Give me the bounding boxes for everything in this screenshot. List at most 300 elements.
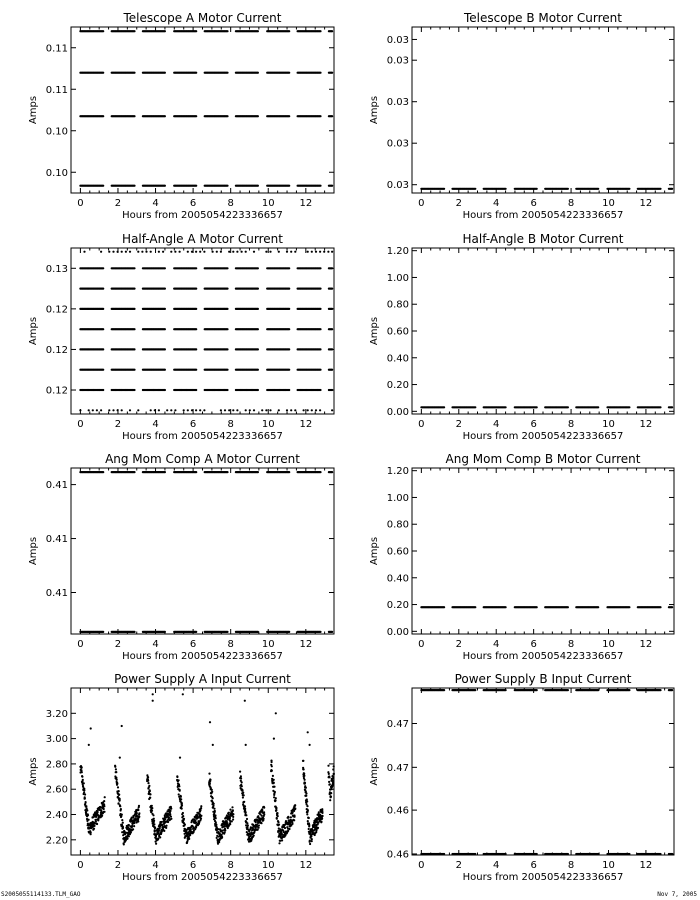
- data-point: [288, 348, 290, 350]
- x-tick-label: 0: [77, 198, 84, 209]
- data-point: [102, 328, 104, 330]
- data-point: [149, 797, 151, 799]
- x-tick-label: 2: [455, 198, 462, 209]
- x-tick-label: 4: [493, 419, 500, 430]
- data-point: [117, 786, 119, 788]
- data-point: [257, 115, 259, 117]
- data-point: [199, 409, 201, 411]
- data-point: [303, 409, 305, 411]
- data-point: [184, 823, 186, 825]
- data-point: [319, 409, 321, 411]
- data-point: [160, 821, 162, 823]
- data-point: [164, 267, 166, 269]
- data-point: [136, 812, 138, 814]
- data-points: [420, 188, 673, 190]
- data-point: [567, 606, 569, 608]
- data-point: [181, 802, 183, 804]
- data-point: [232, 251, 234, 253]
- y-tick-label: 0.10: [45, 167, 68, 179]
- x-tick-label: 2: [114, 419, 122, 430]
- y-axis-label: Amps: [369, 536, 380, 566]
- data-point: [117, 251, 119, 253]
- data-point: [208, 773, 210, 775]
- data-point: [117, 409, 119, 411]
- x-tick-label: 0: [418, 639, 425, 650]
- data-point: [319, 348, 321, 350]
- data-point: [133, 72, 135, 74]
- data-point: [226, 267, 228, 269]
- data-point: [121, 409, 123, 411]
- data-point: [278, 409, 280, 411]
- data-point: [121, 819, 123, 821]
- data-point: [286, 409, 288, 411]
- data-point: [104, 796, 106, 798]
- data-point: [162, 251, 164, 253]
- x-tick-label: 2: [114, 860, 122, 871]
- data-point: [167, 821, 169, 823]
- data-point: [169, 810, 171, 812]
- data-point: [226, 328, 228, 330]
- y-tick-label: 1.00: [386, 272, 409, 284]
- data-point: [315, 409, 317, 411]
- data-point: [290, 409, 292, 411]
- x-tick-label: 12: [639, 198, 653, 209]
- data-point: [121, 814, 123, 816]
- data-point: [84, 797, 86, 799]
- data-point: [83, 789, 85, 791]
- data-point: [182, 815, 184, 817]
- data-point: [164, 308, 166, 310]
- data-point: [195, 409, 197, 411]
- data-point: [327, 251, 329, 253]
- data-point: [133, 822, 135, 824]
- outlier-point: [88, 744, 90, 746]
- x-tick-label: 0: [77, 639, 84, 650]
- x-tick-label: 0: [418, 198, 425, 209]
- data-point: [671, 406, 673, 408]
- x-axis-label: Hours from 2005054223336657: [122, 210, 283, 221]
- data-point: [147, 776, 149, 778]
- data-point: [597, 606, 599, 608]
- outlier-point: [90, 727, 92, 729]
- data-point: [671, 606, 673, 608]
- data-point: [236, 409, 238, 411]
- data-point: [133, 30, 135, 32]
- data-point: [84, 793, 86, 795]
- x-axis-label: Hours from 2005054223336657: [122, 651, 283, 662]
- data-point: [120, 808, 122, 810]
- data-point: [257, 348, 259, 350]
- y-tick-label: 0.41: [45, 534, 68, 546]
- data-point: [102, 369, 104, 371]
- data-point: [148, 785, 150, 787]
- data-point: [659, 188, 661, 190]
- data-point: [257, 328, 259, 330]
- y-tick-label: 0.80: [386, 299, 409, 311]
- data-point: [265, 251, 267, 253]
- data-point: [195, 115, 197, 117]
- data-point: [137, 409, 139, 411]
- data-point: [200, 815, 202, 817]
- data-point: [102, 631, 104, 633]
- y-axis-label: Amps: [28, 95, 39, 125]
- x-tick-label: 4: [152, 639, 159, 650]
- data-point: [138, 805, 140, 807]
- data-point: [147, 780, 149, 782]
- x-tick-label: 12: [639, 419, 653, 430]
- y-axis-label: Amps: [28, 316, 39, 346]
- data-point: [191, 409, 193, 411]
- panel-half-angle-b-motor-current: [369, 232, 674, 442]
- data-point: [226, 471, 228, 473]
- data-point: [128, 835, 130, 837]
- data-point: [567, 406, 569, 408]
- data-point: [131, 825, 133, 827]
- data-point: [261, 409, 263, 411]
- data-point: [191, 251, 193, 253]
- data-point: [257, 185, 259, 187]
- data-point: [253, 409, 255, 411]
- x-axis-label: Hours from 2005054223336657: [462, 210, 624, 221]
- data-point: [443, 188, 445, 190]
- x-axis-label: Hours from 2005054223336657: [462, 431, 624, 442]
- x-tick-label: 10: [602, 639, 615, 650]
- y-tick-label: 0.12: [45, 344, 68, 356]
- y-axis-label: Amps: [28, 757, 39, 786]
- data-point: [114, 766, 116, 768]
- data-point: [226, 115, 228, 117]
- x-tick-label: 6: [530, 198, 537, 209]
- data-point: [288, 308, 290, 310]
- data-point: [628, 406, 630, 408]
- plot-frame: [71, 27, 334, 193]
- data-point: [133, 288, 135, 290]
- data-point: [83, 791, 85, 793]
- data-point: [164, 369, 166, 371]
- data-point: [133, 631, 135, 633]
- chart-title: Ang Mom Comp A Motor Current: [105, 452, 300, 466]
- data-point: [195, 30, 197, 32]
- data-point: [536, 606, 538, 608]
- data-point: [130, 831, 132, 833]
- data-point: [164, 115, 166, 117]
- data-point: [115, 768, 117, 770]
- data-point: [226, 369, 228, 371]
- data-point: [288, 328, 290, 330]
- data-point: [288, 471, 290, 473]
- data-point: [155, 843, 157, 845]
- outlier-point: [179, 757, 181, 759]
- data-point: [182, 812, 184, 814]
- data-point: [331, 185, 333, 187]
- data-point: [83, 782, 85, 784]
- plot-frame: [412, 27, 674, 193]
- data-point: [90, 831, 92, 833]
- data-point: [659, 606, 661, 608]
- data-points: [420, 406, 673, 408]
- y-tick-label: 2.60: [45, 784, 68, 796]
- data-point: [278, 251, 280, 253]
- data-point: [181, 808, 183, 810]
- data-point: [228, 409, 230, 411]
- y-tick-label: 0.80: [386, 519, 409, 531]
- data-point: [164, 818, 166, 820]
- y-axis-label: Amps: [369, 316, 380, 346]
- data-point: [331, 389, 333, 391]
- data-point: [288, 267, 290, 269]
- data-point: [174, 409, 176, 411]
- x-tick-label: 0: [77, 860, 84, 871]
- data-point: [195, 369, 197, 371]
- data-point: [169, 813, 171, 815]
- data-point: [628, 188, 630, 190]
- y-tick-label: 0.41: [45, 480, 68, 492]
- x-tick-label: 12: [299, 419, 313, 430]
- data-point: [257, 288, 259, 290]
- data-point: [226, 185, 228, 187]
- data-point: [158, 829, 160, 831]
- data-point: [92, 409, 94, 411]
- data-point: [158, 251, 160, 253]
- data-point: [81, 771, 83, 773]
- data-point: [195, 348, 197, 350]
- data-point: [121, 251, 123, 253]
- data-point: [102, 348, 104, 350]
- data-point: [103, 805, 105, 807]
- data-point: [253, 251, 255, 253]
- y-tick-label: 0.40: [386, 573, 409, 585]
- y-tick-label: 0.11: [45, 84, 68, 96]
- data-point: [159, 836, 161, 838]
- y-tick-label: 0.12: [45, 304, 68, 316]
- data-point: [307, 251, 309, 253]
- data-point: [474, 406, 476, 408]
- data-point: [597, 406, 599, 408]
- chart-title: Half-Angle B Motor Current: [462, 232, 624, 246]
- data-point: [168, 816, 170, 818]
- data-point: [319, 631, 321, 633]
- y-tick-label: 0.00: [386, 406, 409, 418]
- data-point: [102, 389, 104, 391]
- data-point: [133, 389, 135, 391]
- x-tick-label: 2: [455, 419, 462, 430]
- data-point: [149, 793, 151, 795]
- data-point: [536, 188, 538, 190]
- data-point: [331, 251, 333, 253]
- data-point: [108, 251, 110, 253]
- data-point: [126, 838, 128, 840]
- data-point: [319, 72, 321, 74]
- data-point: [153, 818, 155, 820]
- data-point: [125, 251, 127, 253]
- y-tick-label: 0.60: [386, 546, 409, 558]
- data-point: [133, 308, 135, 310]
- y-tick-label: 1.20: [386, 466, 409, 478]
- data-point: [163, 830, 165, 832]
- outlier-point: [119, 757, 121, 759]
- data-point: [331, 348, 333, 350]
- data-point: [103, 811, 105, 813]
- data-point: [119, 798, 121, 800]
- data-point: [226, 30, 228, 32]
- data-point: [100, 409, 102, 411]
- y-tick-label: 0.03: [386, 97, 409, 109]
- y-tick-label: 2.20: [45, 835, 68, 847]
- data-point: [118, 790, 120, 792]
- x-tick-label: 2: [114, 639, 122, 650]
- data-point: [137, 820, 139, 822]
- data-point: [123, 843, 125, 845]
- plot-frame: [71, 248, 334, 414]
- data-point: [220, 409, 222, 411]
- data-point: [95, 816, 97, 818]
- data-point: [133, 115, 135, 117]
- data-point: [209, 779, 211, 781]
- data-point: [122, 822, 124, 824]
- data-point: [179, 251, 181, 253]
- data-point: [331, 267, 333, 269]
- data-point: [180, 798, 182, 800]
- data-point: [132, 828, 134, 830]
- data-point: [236, 251, 238, 253]
- y-tick-label: 2.40: [45, 810, 68, 822]
- y-tick-label: 0.00: [386, 626, 409, 638]
- data-point: [115, 771, 117, 773]
- data-point: [319, 115, 321, 117]
- panel-half-angle-a-motor-current: [28, 232, 334, 442]
- data-point: [257, 369, 259, 371]
- data-point: [170, 409, 172, 411]
- data-points: [79, 251, 333, 412]
- x-tick-label: 6: [189, 198, 197, 209]
- data-point: [108, 409, 110, 411]
- x-axis-label: Hours from 2005054223336657: [122, 431, 283, 442]
- y-tick-label: 0.60: [386, 326, 409, 338]
- x-tick-label: 4: [152, 860, 159, 871]
- data-point: [95, 820, 97, 822]
- x-tick-label: 8: [567, 198, 575, 209]
- data-point: [315, 251, 317, 253]
- data-point: [154, 826, 156, 828]
- data-point: [151, 807, 153, 809]
- data-point: [226, 389, 228, 391]
- data-point: [319, 30, 321, 32]
- data-point: [133, 348, 135, 350]
- data-point: [88, 409, 90, 411]
- data-point: [165, 825, 167, 827]
- data-point: [170, 808, 172, 810]
- data-point: [116, 783, 118, 785]
- x-tick-label: 0: [77, 419, 84, 430]
- data-point: [203, 251, 205, 253]
- data-point: [319, 185, 321, 187]
- data-point: [265, 409, 267, 411]
- data-point: [85, 801, 87, 803]
- x-tick-label: 4: [493, 198, 500, 209]
- data-point: [85, 805, 87, 807]
- data-point: [164, 185, 166, 187]
- x-tick-label: 10: [261, 419, 275, 430]
- data-point: [245, 409, 247, 411]
- data-point: [81, 766, 83, 768]
- data-point: [319, 288, 321, 290]
- data-point: [319, 328, 321, 330]
- outlier-point: [152, 693, 154, 695]
- data-point: [170, 251, 172, 253]
- plot-frame: [71, 468, 334, 634]
- data-point: [180, 796, 182, 798]
- data-point: [597, 188, 599, 190]
- data-point: [102, 308, 104, 310]
- data-point: [181, 804, 183, 806]
- outlier-point: [121, 725, 123, 727]
- x-tick-label: 6: [189, 639, 197, 650]
- data-point: [164, 389, 166, 391]
- data-point: [319, 369, 321, 371]
- x-tick-label: 4: [152, 198, 159, 209]
- data-point: [179, 790, 181, 792]
- data-point: [567, 188, 569, 190]
- data-point: [83, 251, 85, 253]
- x-tick-label: 8: [227, 198, 234, 209]
- outlier-point: [182, 693, 184, 695]
- y-tick-label: 2.80: [45, 759, 68, 771]
- panel-ang-mom-comp-b-motor-current: [369, 452, 674, 662]
- data-point: [165, 827, 167, 829]
- data-points: [420, 606, 673, 608]
- data-point: [100, 809, 102, 811]
- data-point: [331, 369, 333, 371]
- data-point: [147, 782, 149, 784]
- data-point: [129, 251, 131, 253]
- data-point: [132, 817, 134, 819]
- data-point: [200, 807, 202, 809]
- x-tick-label: 12: [299, 198, 313, 209]
- y-tick-label: 0.03: [386, 180, 409, 192]
- data-point: [183, 818, 185, 820]
- x-tick-label: 4: [493, 639, 500, 650]
- data-point: [195, 471, 197, 473]
- data-point: [133, 825, 135, 827]
- y-tick-label: 0.40: [386, 353, 409, 365]
- data-point: [137, 251, 139, 253]
- data-point: [216, 251, 218, 253]
- data-point: [505, 188, 507, 190]
- data-point: [257, 308, 259, 310]
- x-tick-label: 4: [152, 419, 159, 430]
- data-point: [331, 115, 333, 117]
- data-point: [164, 631, 166, 633]
- data-point: [81, 776, 83, 778]
- data-point: [212, 251, 214, 253]
- data-point: [103, 808, 105, 810]
- data-point: [474, 606, 476, 608]
- data-point: [97, 811, 99, 813]
- y-axis-label: Amps: [369, 95, 380, 125]
- x-tick-label: 0: [418, 419, 425, 430]
- panel-power-supply-a-input-current: [28, 672, 335, 883]
- data-point: [101, 815, 103, 817]
- data-point: [628, 606, 630, 608]
- data-point: [133, 185, 135, 187]
- data-point: [102, 288, 104, 290]
- x-tick-label: 6: [530, 639, 537, 650]
- data-point: [226, 631, 228, 633]
- data-point: [505, 606, 507, 608]
- data-point: [195, 631, 197, 633]
- data-point: [257, 631, 259, 633]
- y-tick-label: 0.12: [45, 385, 68, 397]
